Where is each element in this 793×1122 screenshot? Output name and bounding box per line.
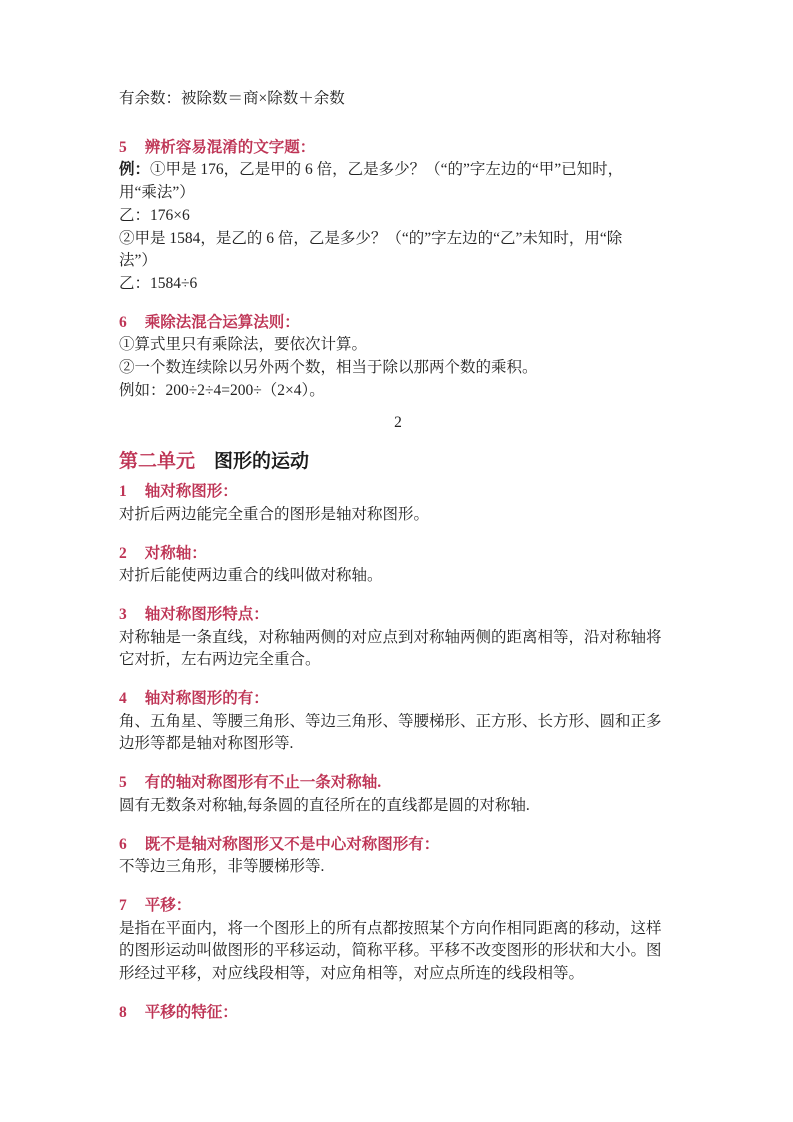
section-heading <box>119 604 677 627</box>
section-title: 既不是轴对称图形又不是中心对称图形有： <box>144 835 440 853</box>
section-title: 平移： <box>144 896 192 914</box>
section-u1-5 <box>119 137 677 296</box>
section-u2-7 <box>119 895 677 986</box>
text-line: 乙：176×6 <box>119 206 190 224</box>
text-line-content: ①甲是 176，乙是甲的 6 倍，乙是多少？（“的”字左边的“甲”已知时， <box>150 161 624 179</box>
section-title: 轴对称图形： <box>144 483 238 501</box>
section-number: 7 <box>119 896 127 914</box>
text-line: ②一个数连续除以另外两个数，相当于除以那两个数的乘积。 <box>119 359 538 377</box>
section-heading <box>119 481 677 504</box>
section-heading <box>119 312 677 335</box>
text-line: 圆有无数条对称轴,每条圆的直径所在的直线都是圆的对称轴. <box>119 796 530 814</box>
section-heading <box>119 834 677 857</box>
text-line: 对折后两边能完全重合的图形是轴对称图形。 <box>119 505 430 523</box>
unit-label: 第二单元 <box>119 451 196 473</box>
section-title: 对称轴： <box>144 544 207 562</box>
text-line: 的图形运动叫做图形的平移运动，简称平移。平移不改变图形的形状和大小。图 <box>119 942 662 960</box>
section-u2-5 <box>119 772 677 817</box>
section-heading <box>119 895 677 918</box>
section-number: 5 <box>119 774 127 792</box>
section-number: 6 <box>119 835 127 853</box>
section-u2-1 <box>119 481 677 526</box>
formula-line: 有余数：被除数＝商×除数＋余数 <box>119 90 345 107</box>
section-number: 6 <box>119 313 127 331</box>
text-line: 角、五角星、等腰三角形、等边三角形、等腰梯形、正方形、长方形、圆和正多 <box>119 712 662 730</box>
section-number: 8 <box>119 1003 127 1021</box>
section-number: 5 <box>119 138 127 156</box>
text-line: 例如：200÷2÷4=200÷（2×4）。 <box>119 381 325 399</box>
page-number: 2 <box>394 414 402 432</box>
text-line: 乙：1584÷6 <box>119 274 198 292</box>
text-line: ②甲是 1584，是乙的 6 倍，乙是多少？（“的”字左边的“乙”未知时，用“除 <box>119 229 623 247</box>
section-title: 平移的特征： <box>144 1003 238 1021</box>
section-title: 有的轴对称图形有不止一条对称轴. <box>144 774 382 792</box>
text-line: 对折后能使两边重合的线叫做对称轴。 <box>119 567 383 585</box>
text-line: 法”） <box>119 252 157 270</box>
section-number: 1 <box>119 483 127 501</box>
section-title: 乘除法混合运算法则： <box>144 313 300 331</box>
unit-title <box>119 447 677 477</box>
text-line <box>119 159 677 182</box>
section-heading <box>119 1002 677 1025</box>
section-title: 辨析容易混淆的文字题： <box>144 138 316 156</box>
section-heading <box>119 772 677 795</box>
section-u1-6 <box>119 312 677 403</box>
text-line: 它对折，左右两边完全重合。 <box>119 651 321 669</box>
example-label: 例： <box>119 161 151 179</box>
section-heading <box>119 137 677 160</box>
section-u2-8 <box>119 1002 677 1025</box>
section-number: 3 <box>119 605 127 623</box>
text-line: 对称轴是一条直线，对称轴两侧的对应点到对称轴两侧的距离相等，沿对称轴将 <box>119 628 662 646</box>
text-line: ①算式里只有乘除法，要依次计算。 <box>119 336 368 354</box>
section-u2-4 <box>119 688 677 756</box>
text-line: 不等边三角形，非等腰梯形等. <box>119 858 325 876</box>
text-line: 是指在平面内，将一个图形上的所有点都按照某个方向作相同距离的移动，这样 <box>119 919 662 937</box>
text-line: 形经过平移，对应线段相等，对应角相等，对应点所连的线段相等。 <box>119 965 585 983</box>
section-heading <box>119 543 677 566</box>
section-title: 轴对称图形的有： <box>144 690 269 708</box>
text-line: 用“乘法”） <box>119 184 195 202</box>
text-line: 边形等都是轴对称图形等. <box>119 735 294 753</box>
section-number: 2 <box>119 544 127 562</box>
section-number: 4 <box>119 690 127 708</box>
section-u2-3 <box>119 604 677 672</box>
section-heading <box>119 688 677 711</box>
section-u2-2 <box>119 543 677 588</box>
unit-name: 图形的运动 <box>214 451 310 473</box>
section-u2-6 <box>119 834 677 879</box>
section-title: 轴对称图形特点： <box>144 605 269 623</box>
